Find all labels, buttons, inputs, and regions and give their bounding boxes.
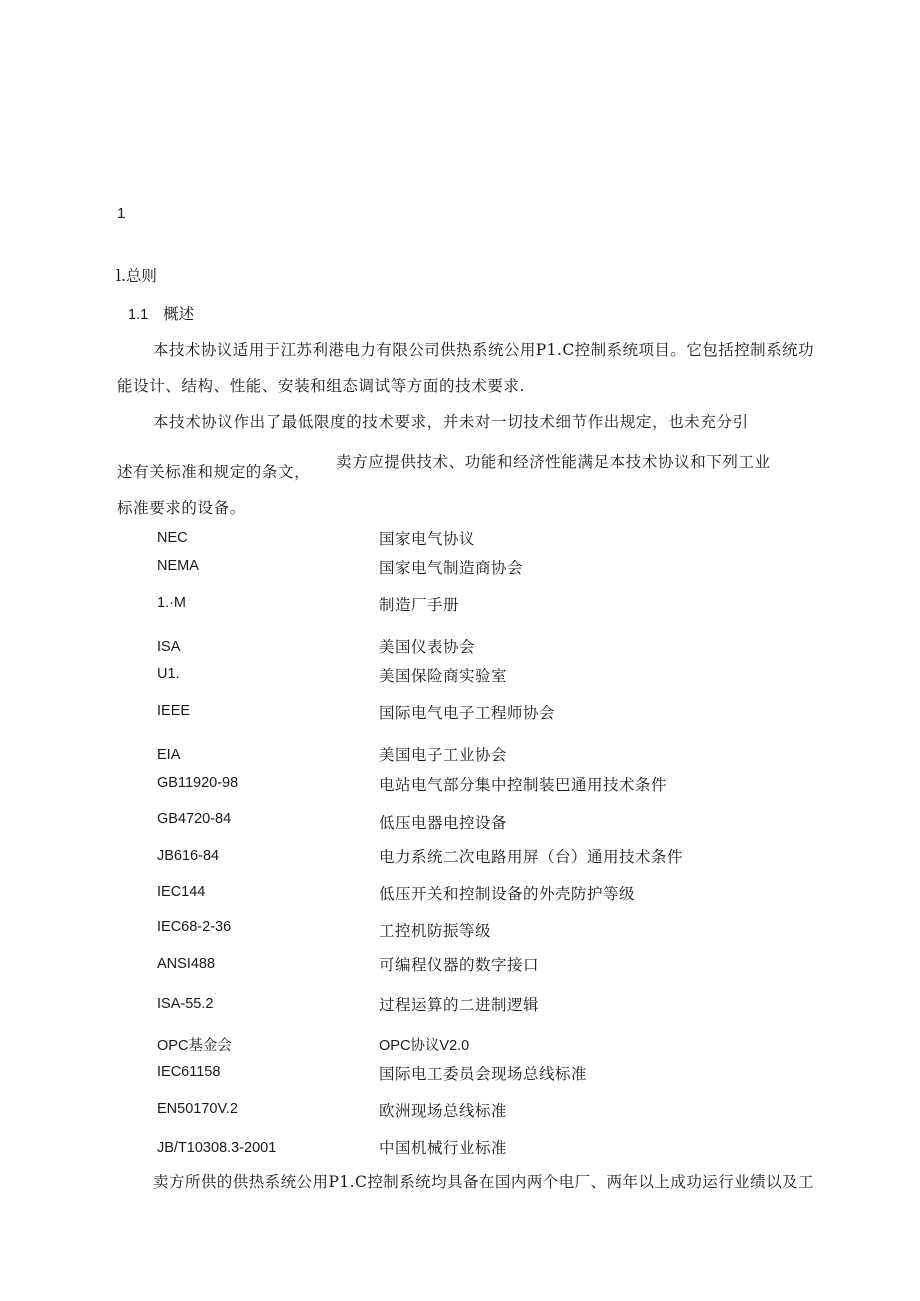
standard-desc-eia: 美国电子工业协会: [379, 746, 508, 764]
standard-code-iec61158: IEC61158: [157, 1064, 221, 1080]
section-heading: l.总则: [116, 267, 157, 285]
paragraph-2-line-3: 标准要求的设备。: [117, 499, 246, 517]
standard-desc-iec68: 工控机防振等级: [379, 922, 492, 940]
standard-desc-mm: 制造厂手册: [379, 596, 460, 614]
paragraph-2-line-2b: 卖方应提供技术、功能和经济性能满足本技术协议和下列工业: [336, 453, 771, 471]
standard-code-opc: OPC基金会: [157, 1038, 232, 1054]
standard-code-nec: NEC: [157, 530, 188, 546]
standard-code-nema: NEMA: [157, 558, 199, 574]
standard-code-en50170: EN50170V.2: [157, 1101, 238, 1117]
standard-code-ieee: IEEE: [157, 703, 191, 719]
standard-desc-ieee: 国际电气电子工程师协会: [379, 704, 556, 722]
standard-desc-isa552: 过程运算的二进制逻辑: [379, 996, 540, 1014]
standard-code-isa552: ISA-55.2: [157, 996, 214, 1012]
standard-code-ul: U1.: [157, 666, 180, 682]
paragraph-1-line-2: 能设计、结构、性能、安装和组态调试等方面的技术要求.: [117, 377, 526, 395]
standard-desc-opc: OPC协议V2.0: [379, 1038, 470, 1054]
standard-code-ansi488: ANSI488: [157, 956, 216, 972]
standard-code-gb4720: GB4720-84: [157, 811, 232, 827]
standard-code-iec144: IEC144: [157, 884, 206, 900]
standard-desc-gb11920: 电站电气部分集中控制装巴通用技术条件: [379, 776, 668, 794]
standard-desc-ul: 美国保险商实验室: [379, 667, 508, 685]
standard-code-mm: 1.·M: [157, 595, 186, 611]
standard-desc-ansi488: 可编程仪器的数字接口: [379, 956, 540, 974]
standard-desc-isa: 美国仪表协会: [379, 638, 476, 656]
standard-code-jb616: JB616-84: [157, 848, 220, 864]
subsection-heading: [128, 302, 194, 324]
paragraph-2-line-2a: 述有关标准和规定的条文，: [117, 463, 311, 481]
standard-desc-jbt10308: 中国机械行业标准: [379, 1139, 508, 1157]
standard-code-gb11920: GB11920-98: [157, 775, 239, 791]
paragraph-2-line-1: 本技术协议作出了最低限度的技术要求，并未对一切技术细节作出规定，也未充分引: [153, 413, 749, 431]
standard-desc-gb4720: 低压电器电控设备: [379, 814, 508, 832]
standard-desc-jb616: 电力系统二次电路用屏（台）通用技术条件: [379, 848, 684, 866]
paragraph-3-line-1: 卖方所供的供热系统公用P1.C控制系统均具备在国内两个电厂、两年以上成功运行业绩以及工: [153, 1173, 814, 1191]
standard-code-isa: ISA: [157, 639, 181, 655]
subsection-title: 概述: [163, 305, 195, 323]
standard-desc-iec144: 低压开关和控制设备的外壳防护等级: [379, 885, 636, 903]
standard-code-jbt10308: JB/T10308.3-2001: [157, 1140, 277, 1156]
standard-desc-iec61158: 国际电工委员会现场总线标准: [379, 1065, 588, 1083]
paragraph-1-line-1: 本技术协议适用于江苏利港电力有限公司供热系统公用P1.C控制系统项目。它包括控制系统功: [153, 341, 814, 359]
standard-desc-en50170: 欧洲现场总线标准: [379, 1102, 508, 1120]
standard-code-iec68: IEC68-2-36: [157, 919, 232, 935]
standard-desc-nec: 国家电气协议: [379, 530, 476, 548]
subsection-number: 1.1: [128, 307, 149, 323]
page-number: 1: [117, 205, 126, 222]
standard-desc-nema: 国家电气制造商协会: [379, 559, 524, 577]
standard-code-eia: EIA: [157, 747, 181, 763]
